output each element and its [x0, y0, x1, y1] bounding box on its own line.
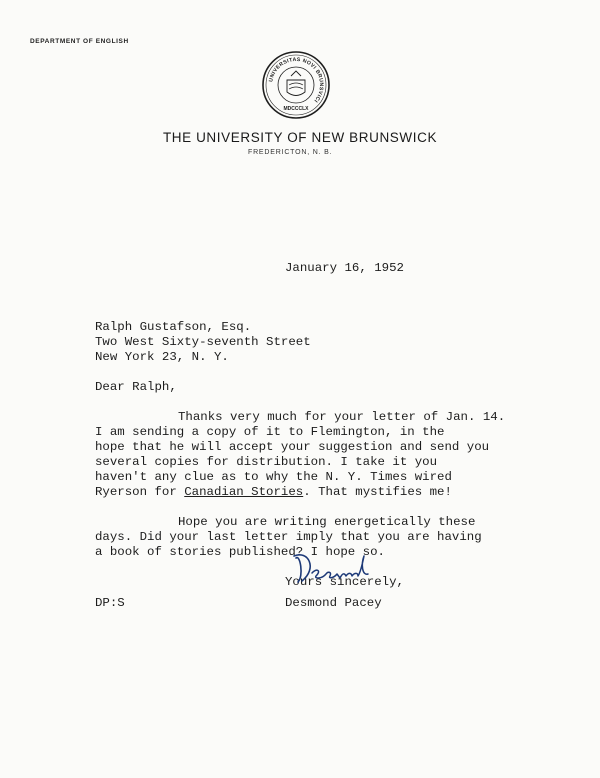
body-line: a book of stories published? I hope so.	[95, 545, 385, 559]
handwritten-signature	[288, 548, 398, 588]
department-label: DEPARTMENT OF ENGLISH	[30, 38, 129, 45]
seal-year: MDCCCLX	[283, 106, 309, 112]
seal-text: UNIVERSITAS NOVI BRUNSVICI	[268, 56, 325, 104]
recipient-street: Two West Sixty-seventh Street	[95, 335, 311, 349]
body-line: Thanks very much for your letter of Jan. 14.	[178, 410, 506, 424]
book-title: Canadian Stories	[184, 485, 304, 499]
body-text: Ryerson for	[95, 485, 185, 499]
body-line: I am sending a copy of it to Flemington, in the	[95, 425, 445, 439]
letter-date: January 16, 1952	[285, 261, 404, 275]
body-text: . That mystifies me!	[303, 485, 452, 499]
body-line: hope that he will accept your suggestion and send you	[95, 440, 490, 454]
recipient-city: New York 23, N. Y.	[95, 350, 229, 364]
university-seal	[261, 50, 331, 120]
body-line: several copies for distribution. I take it you	[95, 455, 438, 469]
body-line-with-title	[95, 486, 452, 498]
university-location: FREDERICTON, N. B.	[248, 149, 333, 156]
body-line: haven't any clue as to why the N. Y. Times wired	[95, 470, 452, 484]
body-line: Hope you are writing energetically these	[178, 515, 476, 529]
closing: Yours sincerely,	[285, 575, 404, 589]
salutation: Dear Ralph,	[95, 380, 177, 394]
typist-initials: DP:S	[95, 596, 125, 610]
signer-name: Desmond Pacey	[285, 596, 382, 610]
recipient-name: Ralph Gustafson, Esq.	[95, 320, 252, 334]
letterhead-title-wrap	[150, 130, 450, 145]
university-name: THE UNIVERSITY OF NEW BRUNSWICK	[162, 130, 438, 145]
body-line: days. Did your last letter imply that you are having	[95, 530, 482, 544]
